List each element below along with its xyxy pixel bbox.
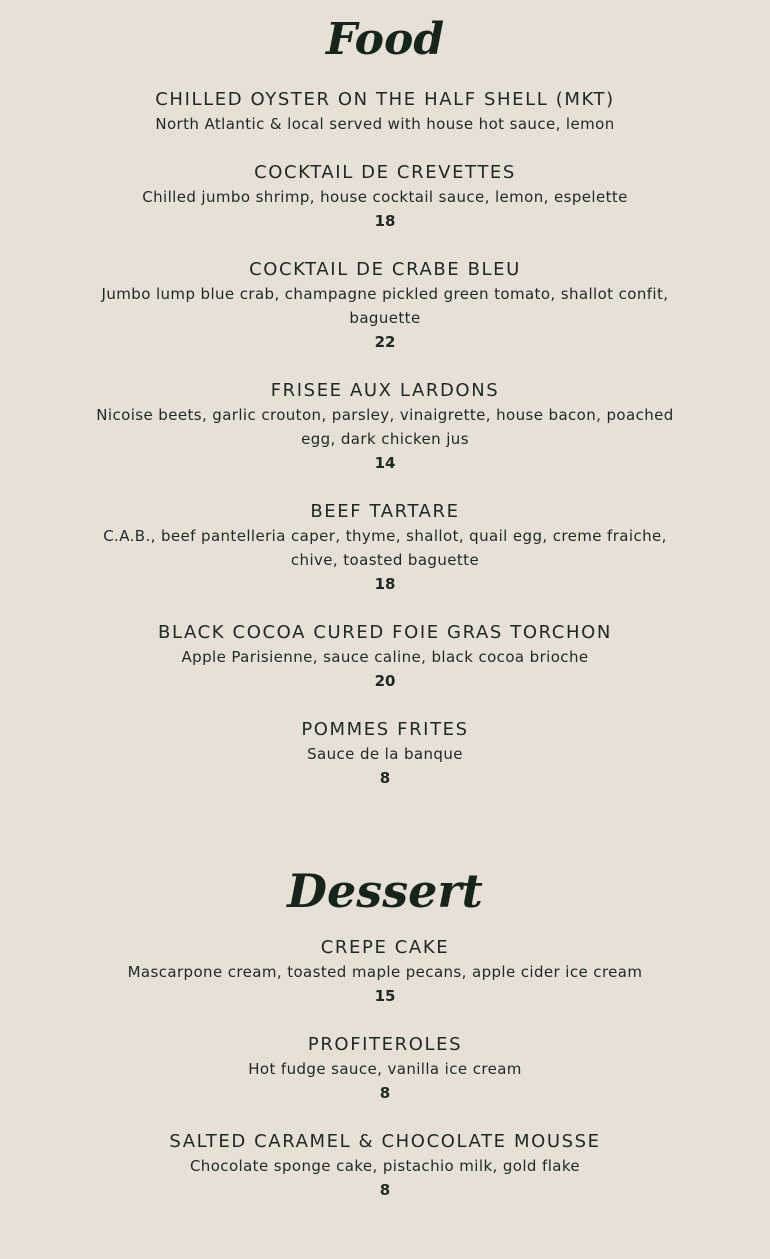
menu-item-frites (90, 718, 680, 790)
item-price: 22 (374, 333, 396, 351)
item-description: Nicoise beets, garlic crouton, parsley, vinaigrette, house bacon, poached egg, dark chicken jus (96, 406, 674, 448)
item-price: 18 (374, 212, 396, 230)
menu-item-oyster (90, 88, 680, 136)
item-name: POMMES FRITES (301, 719, 469, 740)
dessert-section-title: Dessert (287, 864, 483, 918)
menu-item-frisee (90, 379, 680, 475)
item-description: Sauce de la banque (307, 745, 463, 763)
item-description: Mascarpone cream, toasted maple pecans, apple cider ice cream (127, 963, 643, 981)
item-name: COCKTAIL DE CREVETTES (254, 162, 516, 183)
item-description: Jumbo lump blue crab, champagne pickled green tomato, shallot confit, baguette (101, 285, 669, 327)
item-name: BLACK COCOA CURED FOIE GRAS TORCHON (158, 622, 612, 643)
item-price: 20 (374, 672, 396, 690)
item-price: 14 (374, 454, 396, 472)
menu-item-crepe-cake (90, 936, 680, 1008)
menu-item-tartare (90, 500, 680, 596)
item-price: 8 (379, 1181, 391, 1199)
menu-item-mousse (90, 1130, 680, 1202)
item-name: BEEF TARTARE (310, 501, 460, 522)
item-description: Apple Parisienne, sauce caline, black cocoa brioche (181, 648, 589, 666)
menu-item-foie-gras (90, 621, 680, 693)
item-name: CREPE CAKE (320, 937, 450, 958)
item-name: FRISEE AUX LARDONS (270, 380, 500, 401)
item-price: 18 (374, 575, 396, 593)
menu-item-crevettes (90, 161, 680, 233)
food-section-title: Food (325, 14, 445, 65)
item-name: COCKTAIL DE CRABE BLEU (249, 259, 521, 280)
item-description: C.A.B., beef pantelleria caper, thyme, shallot, quail egg, creme fraiche, chive, toasted baguette (103, 527, 667, 569)
item-name: CHILLED OYSTER ON THE HALF SHELL (MKT) (155, 89, 615, 110)
item-price: 8 (379, 769, 391, 787)
menu-item-crabe (90, 258, 680, 354)
menu-item-profiteroles (90, 1033, 680, 1105)
item-name: PROFITEROLES (307, 1034, 463, 1055)
item-description: Hot fudge sauce, vanilla ice cream (248, 1060, 522, 1078)
item-price: 8 (379, 1084, 391, 1102)
item-description: Chocolate sponge cake, pistachio milk, gold flake (189, 1157, 581, 1175)
item-name: SALTED CARAMEL & CHOCOLATE MOUSSE (169, 1131, 601, 1152)
item-price: 15 (374, 987, 396, 1005)
item-description: Chilled jumbo shrimp, house cocktail sauce, lemon, espelette (142, 188, 628, 206)
item-description: North Atlantic & local served with house hot sauce, lemon (155, 115, 615, 133)
